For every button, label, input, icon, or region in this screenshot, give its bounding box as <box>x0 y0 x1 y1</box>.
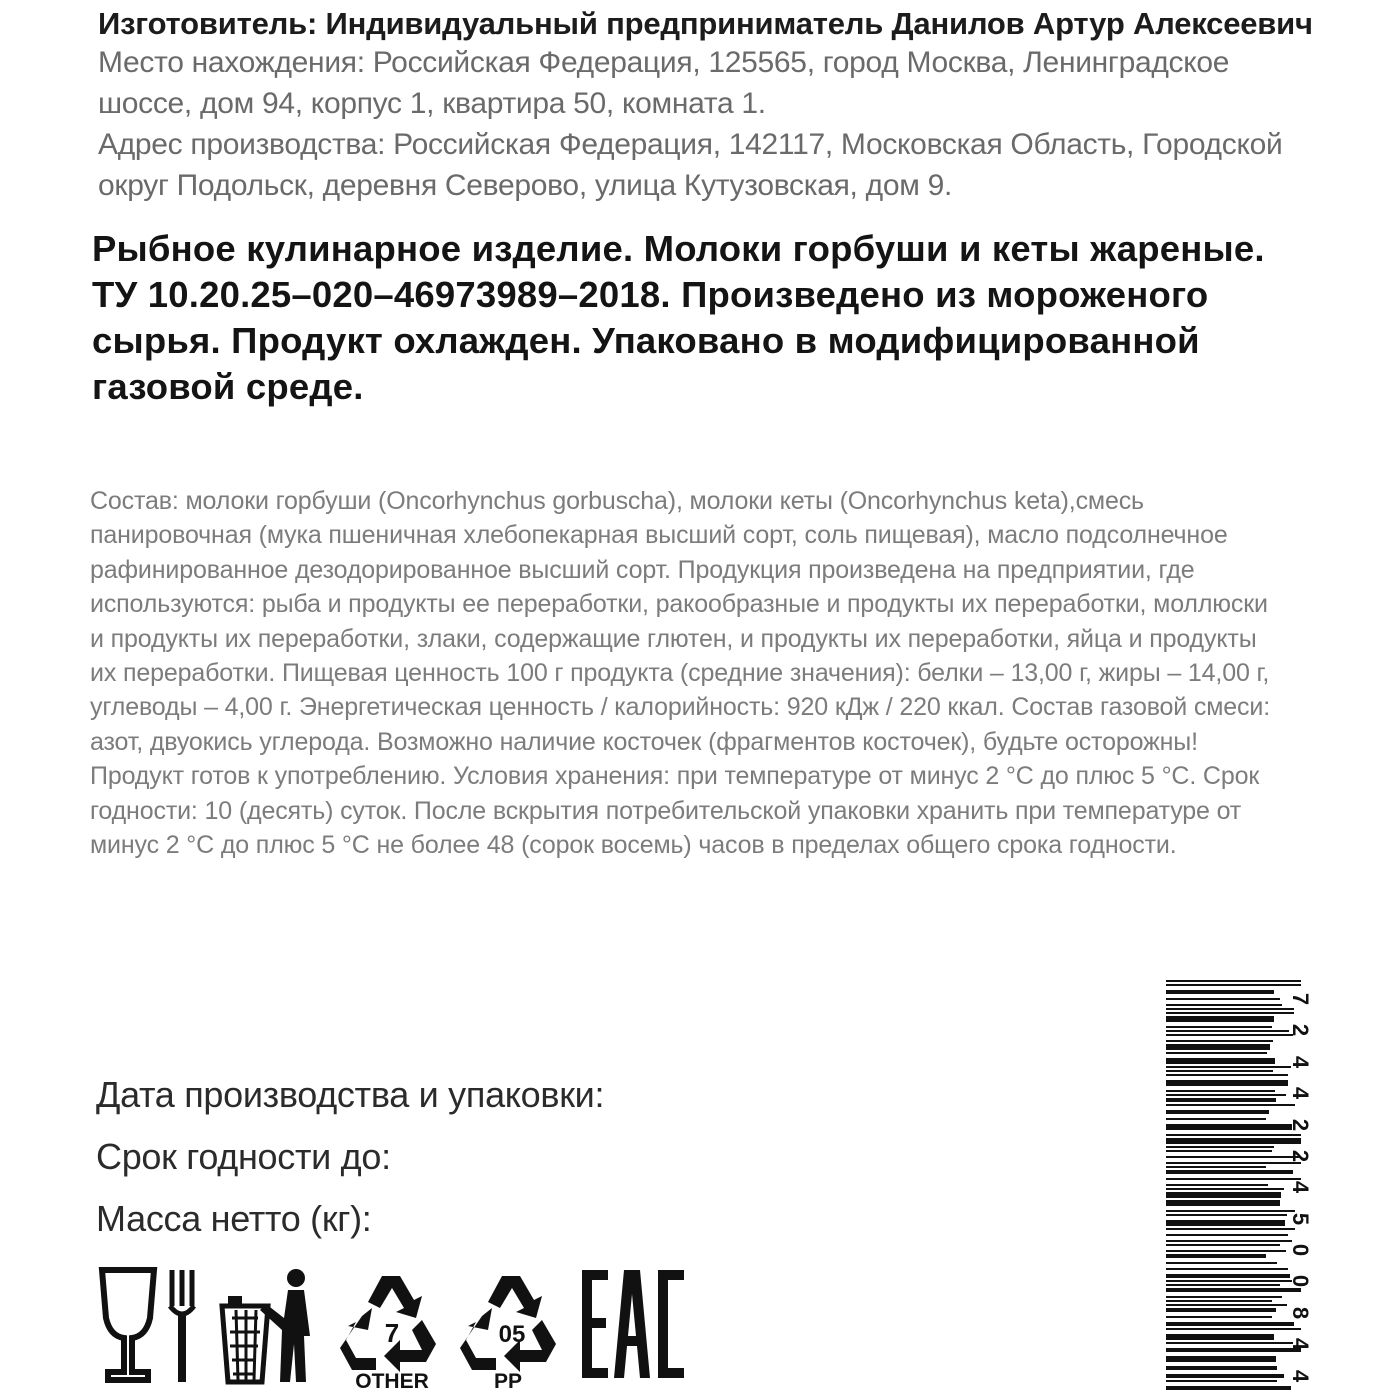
glass-fork-icon <box>96 1266 206 1386</box>
barcode-bar <box>1166 1118 1266 1120</box>
barcode-bar <box>1166 1308 1276 1312</box>
barcode-bar <box>1166 1138 1301 1144</box>
barcode-digit: 2 <box>1288 1118 1314 1131</box>
barcode-bar <box>1166 1074 1288 1076</box>
barcode-bar <box>1166 1244 1280 1246</box>
barcode-bar <box>1166 1220 1285 1226</box>
marking-icons <box>96 1266 696 1390</box>
barcode-bar <box>1166 1066 1291 1068</box>
barcode-bar <box>1166 980 1301 982</box>
barcode-bar <box>1166 984 1301 986</box>
recycle-5-label: PP <box>493 1370 523 1390</box>
barcode-digit: 2 <box>1288 1149 1314 1163</box>
production-date-label: Дата производства и упаковки: <box>96 1074 605 1115</box>
barcode-bar <box>1166 1110 1269 1114</box>
barcode-bar <box>1166 1228 1295 1230</box>
barcode-bar <box>1166 1386 1291 1390</box>
barcode-bar <box>1166 1004 1282 1006</box>
barcode-bar <box>1166 1030 1289 1032</box>
barcode-bar <box>1166 1170 1293 1174</box>
barcode-bar <box>1166 1300 1272 1302</box>
barcode-bar <box>1166 1348 1301 1352</box>
barcode-bar <box>1166 1034 1293 1036</box>
barcode-digit: 5 <box>1288 1212 1314 1225</box>
barcode-bar <box>1166 1044 1270 1050</box>
barcode-bar <box>1166 1124 1292 1130</box>
product-title: Рыбное кулинарное изделие. Молоки горбуши и кеты жареные. ТУ 10.20.25–020–46973989–2018. Произведено из мороженого сырья. Продукт охлажден. Упаковано в модифицированной газовой среде. <box>92 228 1265 407</box>
barcode-bar <box>1166 1214 1287 1216</box>
barcode-digit: 0 <box>1288 1275 1314 1288</box>
barcode-bar <box>1166 1192 1281 1198</box>
barcode-bar <box>1166 1188 1284 1190</box>
production-address: Адрес производства: Российская Федерация, 142117, Московская Область, Городской округ Подольск, деревня Северово, улица Кутузовская, дом 9. <box>98 128 1283 202</box>
barcode-bar <box>1166 1104 1295 1106</box>
barcode-bar <box>1166 1284 1280 1286</box>
field-labels <box>96 1064 604 1250</box>
barcode-bar <box>1166 1134 1301 1136</box>
barcode-digit: 4 <box>1288 1087 1314 1100</box>
barcode-bar <box>1166 1150 1272 1152</box>
barcode-bar <box>1166 1322 1294 1326</box>
barcode-bar <box>1166 1090 1275 1092</box>
barcode-bar <box>1166 1026 1272 1028</box>
barcode-digit: 4 <box>1288 1369 1314 1382</box>
net-weight-label: Масса нетто (кг): <box>96 1198 372 1239</box>
manufacturer-block <box>98 6 1328 206</box>
barcode-bar <box>1166 1316 1272 1318</box>
barcode-bar <box>1166 1040 1273 1042</box>
barcode-bar <box>1166 1162 1301 1164</box>
barcode-bar <box>1166 1146 1274 1148</box>
barcode-bar <box>1166 1012 1294 1014</box>
barcode-bar <box>1166 1080 1288 1086</box>
barcode-digit: 0 <box>1288 1243 1314 1257</box>
barcode-bar <box>1166 1334 1274 1340</box>
barcode-bar <box>1166 1070 1273 1072</box>
barcode-bar <box>1166 1156 1301 1158</box>
barcode-bar <box>1166 1366 1277 1370</box>
barcode-digit: 4 <box>1288 1055 1314 1068</box>
barcode-bar <box>1166 1380 1277 1382</box>
barcode-digit: 7 <box>1288 992 1314 1006</box>
barcode-bar <box>1166 1274 1290 1278</box>
barcode-digit: 2 <box>1288 1024 1314 1037</box>
barcode-bar <box>1166 1098 1276 1102</box>
barcode-digit: 4 <box>1288 1338 1314 1351</box>
barcode-bar <box>1166 990 1274 994</box>
barcode-bar <box>1166 1374 1284 1378</box>
recycle-5-number: 05 <box>498 1321 526 1348</box>
barcode-bar <box>1166 1052 1267 1054</box>
barcode-bar <box>1166 1328 1301 1330</box>
barcode-bar <box>1166 1058 1275 1064</box>
barcode-bar <box>1166 1184 1268 1186</box>
barcode-bar <box>1166 1288 1301 1292</box>
barcode-bar <box>1166 1016 1274 1022</box>
barcode-bar <box>1166 1200 1280 1206</box>
barcode-digit: 4 <box>1288 1181 1314 1194</box>
barcode-bar <box>1166 1008 1294 1010</box>
recycle-5-icon <box>460 1266 564 1390</box>
expiry-label: Срок годности до: <box>96 1136 391 1177</box>
barcode-bar <box>1166 1356 1276 1362</box>
manufacturer-name: Изготовитель: Индивидуальный предприниматель Данилов Артур Алексеевич <box>98 6 1313 41</box>
barcode-bar <box>1166 1262 1277 1264</box>
barcode-bar <box>1166 1304 1287 1306</box>
barcode-bar <box>1166 1250 1286 1252</box>
barcode <box>1166 980 1326 1390</box>
barcode-bar <box>1166 1166 1266 1168</box>
recycle-7-label: OTHER <box>355 1370 429 1390</box>
composition-text: Состав: молоки горбуши (Oncorhynchus gorbuscha), молоки кеты (Oncorhynchus keta),смесь панировочная (мука пшеничная хлебопекарная высший сорт, соль пищевая), масло подсолнечное рафинированное дезодорированное высший сорт. Продукция произведена на предприятии, где используются: рыба и продукты ее переработки, ракообразные и продукты их переработки, моллюски и продукты их переработки, злаки, содержащие глютен, и продукты их переработки, яйца и продукты их переработки. Пищевая ценность 100 г продукта (средние значения): белки – 13,00 г, жиры – 14,00 г, углеводы – 4,00 г. Энергетическая ценность / калорийность: 920 кДж / 220 ккал. Состав газовой смеси: азот, двуокись углерода. Возможно наличие косточек (фрагментов косточек), будьте осторожны! Продукт готов к употреблению. Условия хранения: при температуре от минус 2 °С до плюс 5 °С. Срок годности: 10 (десять) суток. После вскрытия потребительской упаковки хранить при температуре от минус 2 °С до плюс 5 °С не более 48 (сорок восемь) часов в пределах общего срока годности. <box>90 487 1271 860</box>
barcode-bar <box>1166 1234 1288 1236</box>
barcode-bar <box>1166 1268 1288 1270</box>
barcode-bar <box>1166 1178 1301 1180</box>
barcode-bar <box>1166 1240 1292 1242</box>
barcode-bar <box>1166 1342 1293 1344</box>
barcode-digit: 8 <box>1288 1306 1314 1319</box>
eac-mark-icon <box>578 1266 688 1382</box>
barcode-bar <box>1166 1280 1292 1282</box>
manufacturer-location: Место нахождения: Российская Федерация, 125565, город Москва, Ленинградское шоссе, дом 94, корпус 1, квартира 50, комната 1. <box>98 46 1230 120</box>
tidyman-icon <box>216 1266 326 1386</box>
barcode-bar <box>1166 1210 1295 1212</box>
barcode-bar <box>1166 998 1280 1000</box>
barcode-bar <box>1166 1296 1282 1298</box>
recycle-7-icon <box>340 1266 444 1390</box>
barcode-bar <box>1166 1094 1286 1096</box>
recycle-7-number: 7 <box>384 1318 400 1348</box>
barcode-bar <box>1166 1254 1266 1258</box>
